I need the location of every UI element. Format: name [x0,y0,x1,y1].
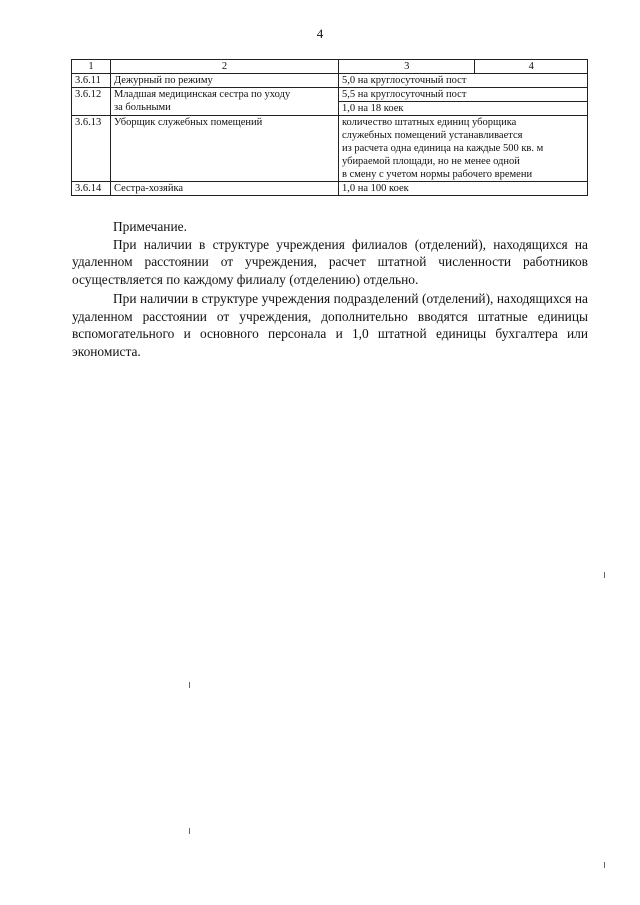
note-paragraph: При наличии в структуре учреждения подразделений (отделений), находящихся на удаленном расстоянии от учреждения, дополнительно вводятся штатные единицы вспомогательного и основного персонала и 1,0 штатной единицы бухгалтера или экономиста. [72,291,588,359]
table-row [72,74,588,88]
row-position [110,116,338,182]
scan-mark [604,572,605,578]
header-cell-1: 1 [72,60,111,74]
page-number: 4 [316,26,324,41]
row-position-line: Сестра-хозяйка [113,183,184,194]
row-position [110,74,338,88]
row-norm [338,116,587,182]
row-code: 3.6.12 [72,88,111,116]
row-position-line: Уборщик служебных помещений [113,117,263,128]
row-norm-line: служебных помещений устанавливается [341,130,523,141]
row-norm-line: 1,0 на 100 коек [341,183,409,194]
scan-mark [189,682,190,688]
scan-mark [604,862,605,868]
row-position [110,88,338,116]
table-row [72,116,588,182]
table-row [72,88,588,116]
header-cell-2: 2 [110,60,338,74]
row-norm-line: убираемой площади, но не менее одной [341,156,520,167]
table-row [72,182,588,196]
row-norm [338,74,587,88]
row-norm-line: 5,0 на круглосуточный пост [341,75,467,86]
note-paragraph: При наличии в структуре учреждения филиалов (отделений), находящихся на удаленном расстоянии от учреждения, расчет штатной численности работников осуществляется по каждому филиалу (отделению) отдельно. [72,236,588,287]
row-norm-line: из расчета одна единица на каждые 500 кв. м [341,143,544,154]
staffing-table [71,59,588,196]
row-position-line: за больными [113,102,171,113]
note-title: Примечание. [113,219,187,234]
row-norm-line: в смену с учетом нормы рабочего времени [341,169,533,180]
row-norm [338,182,587,196]
row-code: 3.6.13 [72,116,111,182]
row-norm [338,88,587,116]
header-cell-4: 4 [475,60,588,74]
table-header-row [72,60,588,74]
row-position [110,182,338,196]
header-cell-3: 3 [338,60,474,74]
row-code: 3.6.14 [72,182,111,196]
row-norm-line: 1,0 на 18 коек [341,103,404,114]
row-code: 3.6.11 [72,74,111,88]
note-section [72,218,588,360]
row-norm-line: 5,5 на круглосуточный пост [339,88,587,102]
row-position-line: Младшая медицинская сестра по уходу [113,89,291,100]
row-position-line: Дежурный по режиму [113,75,213,86]
scan-mark [189,828,190,834]
row-norm-line: количество штатных единиц уборщика [341,117,517,128]
